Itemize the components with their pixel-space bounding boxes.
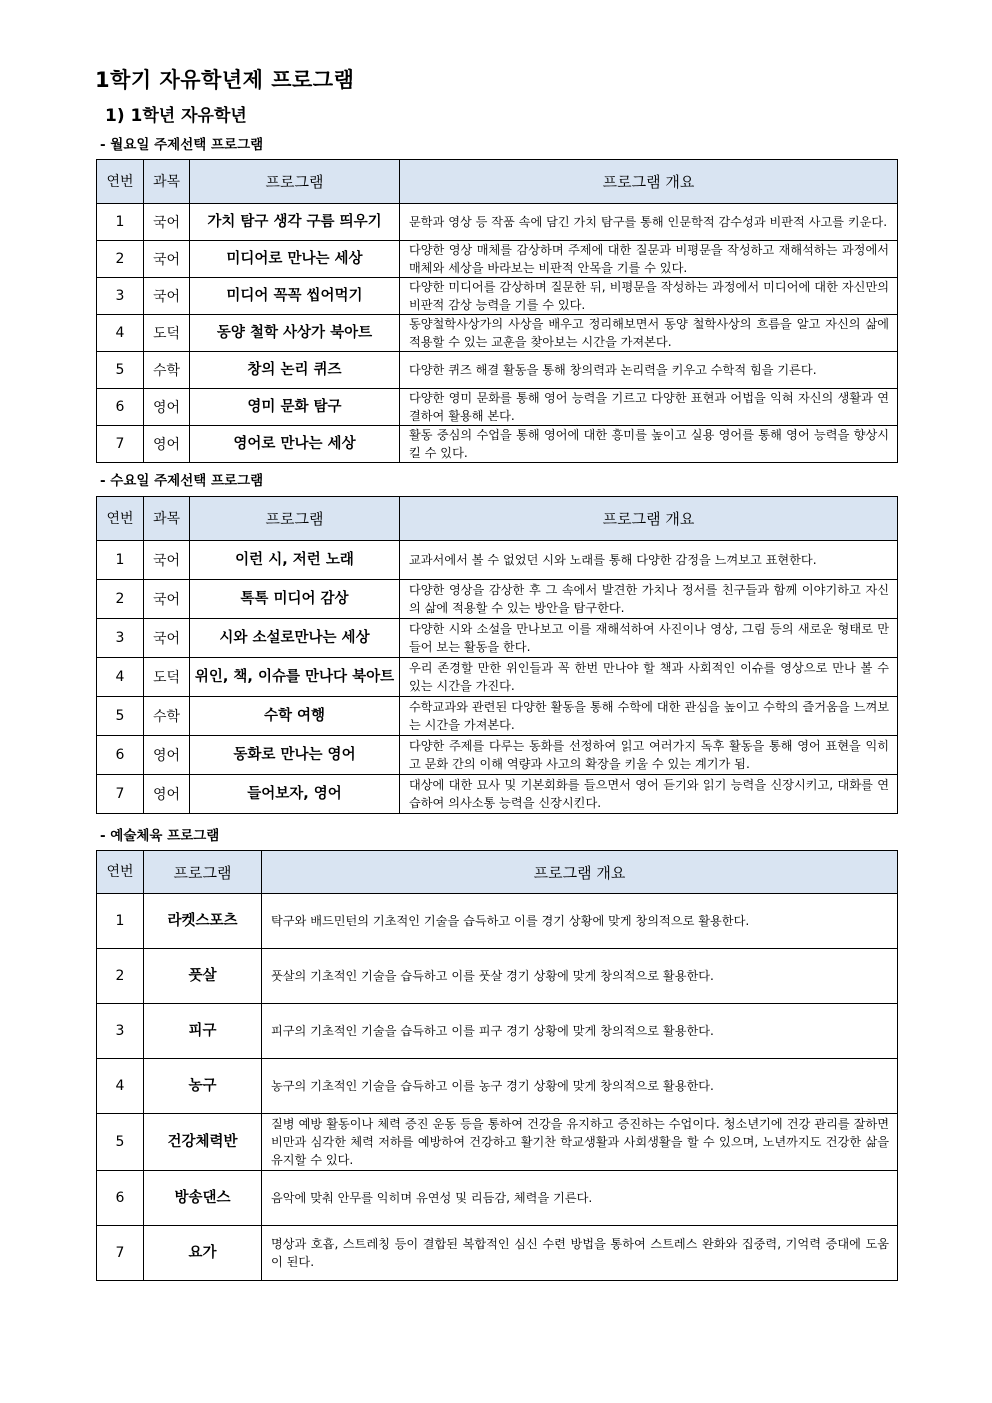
row-program: 영미 문화 탐구 (190, 389, 400, 426)
row-description: 다양한 시와 소설을 만나보고 이를 재해석하여 사진이나 영상, 그림 등의 새로운 형태로 만들어 보는 활동을 한다. (400, 619, 898, 658)
header-subject: 과목 (144, 497, 190, 541)
table-row (97, 775, 898, 814)
row-program: 위인, 책, 이슈를 만나다 북아트 (190, 658, 400, 697)
row-subject: 국어 (144, 619, 190, 658)
row-number: 6 (97, 1171, 144, 1226)
header-overview: 프로그램 개요 (400, 497, 898, 541)
section-heading-wednesday: - 수요일 주제선택 프로그램 (100, 473, 264, 489)
row-number: 3 (97, 278, 144, 315)
row-program: 피구 (144, 1004, 262, 1059)
row-program: 건강체력반 (144, 1114, 262, 1171)
section-heading-monday: - 월요일 주제선택 프로그램 (100, 137, 264, 153)
row-description: 활동 중심의 수업을 통해 영어에 대한 흥미를 높이고 실용 영어를 통해 영어 능력을 향상시킬 수 있다. (400, 426, 898, 463)
row-description: 풋살의 기초적인 기술을 습득하고 이를 풋살 경기 상황에 맞게 창의적으로 활용한다. (262, 949, 898, 1004)
row-description: 교과서에서 볼 수 없었던 시와 노래를 통해 다양한 감정을 느껴보고 표현한다. (400, 541, 898, 580)
table-row (97, 1059, 898, 1114)
header-overview: 프로그램 개요 (400, 160, 898, 204)
table-row (97, 278, 898, 315)
row-program: 미디어로 만나는 세상 (190, 241, 400, 278)
row-description: 우리 존경할 만한 위인들과 꼭 한번 만나야 할 책과 사회적인 이슈를 영상으로 만나 볼 수 있는 시간을 가진다. (400, 658, 898, 697)
row-program: 가치 탐구 생각 구름 띄우기 (190, 204, 400, 241)
row-subject: 수학 (144, 697, 190, 736)
row-description: 탁구와 배드민턴의 기초적인 기술을 습득하고 이를 경기 상황에 맞게 창의적으로 활용한다. (262, 894, 898, 949)
row-number: 3 (97, 1004, 144, 1059)
row-number: 4 (97, 658, 144, 697)
row-program: 동화로 만나는 영어 (190, 736, 400, 775)
row-program: 톡톡 미디어 감상 (190, 580, 400, 619)
header-overview: 프로그램 개요 (262, 851, 898, 894)
row-description: 다양한 영상을 감상한 후 그 속에서 발견한 가치나 정서를 친구들과 함께 이야기하고 자신의 삶에 적용할 수 있는 방안을 탐구한다. (400, 580, 898, 619)
row-number: 2 (97, 241, 144, 278)
row-number: 6 (97, 736, 144, 775)
row-description: 다양한 미디어를 감상하며 질문한 뒤, 비평문을 작성하는 과정에서 미디어에 대한 자신만의 비판적 감상 능력을 기를 수 있다. (400, 278, 898, 315)
row-description: 명상과 호흡, 스트레칭 등이 결합된 복합적인 심신 수련 방법을 통하여 스트레스 완화와 집중력, 기억력 증대에 도움이 된다. (262, 1226, 898, 1281)
table-row (97, 736, 898, 775)
table-header-row (97, 497, 898, 541)
row-program: 방송댄스 (144, 1171, 262, 1226)
table-row (97, 389, 898, 426)
row-program: 이런 시, 저런 노래 (190, 541, 400, 580)
row-number: 5 (97, 1114, 144, 1171)
row-number: 2 (97, 949, 144, 1004)
row-description: 대상에 대한 묘사 및 기본회화를 들으면서 영어 듣기와 읽기 능력을 신장시키고, 대화를 연습하여 의사소통 능력을 신장시킨다. (400, 775, 898, 814)
row-description: 다양한 영상 매체를 감상하며 주제에 대한 질문과 비평문을 작성하고 재해석하는 과정에서 매체와 세상을 바라보는 비판적 안목을 기를 수 있다. (400, 241, 898, 278)
table-row (97, 619, 898, 658)
row-program: 영어로 만나는 세상 (190, 426, 400, 463)
row-description: 수학교과와 관련된 다양한 활동을 통해 수학에 대한 관심을 높이고 수학의 즐거움을 느껴보는 시간을 가져본다. (400, 697, 898, 736)
table-header-row (97, 160, 898, 204)
row-program: 미디어 꼭꼭 씹어먹기 (190, 278, 400, 315)
table-row (97, 697, 898, 736)
wednesday-program-table (96, 496, 898, 814)
row-number: 1 (97, 204, 144, 241)
row-description: 농구의 기초적인 기술을 습득하고 이를 농구 경기 상황에 맞게 창의적으로 활용한다. (262, 1059, 898, 1114)
table-row (97, 204, 898, 241)
header-program: 프로그램 (144, 851, 262, 894)
row-number: 7 (97, 775, 144, 814)
row-description: 질병 예방 활동이나 체력 증진 운동 등을 통하여 건강을 유지하고 증진하는 수업이다. 청소년기에 건강 관리를 잘하면 비만과 심각한 체력 저하를 예방하여 건강하고 활기찬 학교생활과 사회생활을 할 수 있으며, 노년까지도 건강한 삶을 유지할 수 있다. (262, 1114, 898, 1171)
row-number: 4 (97, 1059, 144, 1114)
row-program: 동양 철학 사상가 북아트 (190, 315, 400, 352)
row-number: 5 (97, 352, 144, 389)
section-heading-arts: - 예술체육 프로그램 (100, 828, 220, 844)
page-title: 1학기 자유학년제 프로그램 (95, 68, 355, 92)
row-number: 5 (97, 697, 144, 736)
row-subject: 국어 (144, 541, 190, 580)
row-number: 4 (97, 315, 144, 352)
row-program: 라켓스포츠 (144, 894, 262, 949)
row-number: 7 (97, 426, 144, 463)
row-subject: 영어 (144, 736, 190, 775)
row-subject: 국어 (144, 278, 190, 315)
header-no: 연번 (97, 160, 144, 204)
row-description: 동양철학사상가의 사상을 배우고 정리해보면서 동양 철학사상의 흐름을 알고 자신의 삶에 적용할 수 있는 교훈을 찾아보는 시간을 가져본다. (400, 315, 898, 352)
table-row (97, 658, 898, 697)
row-description: 다양한 영미 문화를 통해 영어 능력을 기르고 다양한 표현과 어법을 익혀 자신의 생활과 연결하여 활용해 본다. (400, 389, 898, 426)
row-subject: 도덕 (144, 658, 190, 697)
row-description: 음악에 맞춰 안무를 익히며 유연성 및 리듬감, 체력을 기른다. (262, 1171, 898, 1226)
row-description: 다양한 주제를 다루는 동화를 선정하여 읽고 여러가지 독후 활동을 통해 영어 표현을 익히고 문화 간의 이해 역량과 사고의 확장을 키울 수 있는 계기가 됨. (400, 736, 898, 775)
table-row (97, 894, 898, 949)
row-number: 2 (97, 580, 144, 619)
table-row (97, 1114, 898, 1171)
row-number: 1 (97, 894, 144, 949)
header-program: 프로그램 (190, 497, 400, 541)
table-header-row (97, 851, 898, 894)
row-number: 3 (97, 619, 144, 658)
table-row (97, 949, 898, 1004)
row-subject: 국어 (144, 580, 190, 619)
row-subject: 수학 (144, 352, 190, 389)
header-subject: 과목 (144, 160, 190, 204)
table-row (97, 1171, 898, 1226)
header-no: 연번 (97, 851, 144, 894)
row-description: 피구의 기초적인 기술을 습득하고 이를 피구 경기 상황에 맞게 창의적으로 활용한다. (262, 1004, 898, 1059)
row-program: 시와 소설로만나는 세상 (190, 619, 400, 658)
row-program: 풋살 (144, 949, 262, 1004)
page-subtitle: 1) 1학년 자유학년 (105, 106, 247, 126)
row-description: 다양한 퀴즈 해결 활동을 통해 창의력과 논리력을 키우고 수학적 힘을 기른다. (400, 352, 898, 389)
table-row (97, 352, 898, 389)
row-number: 1 (97, 541, 144, 580)
row-subject: 영어 (144, 389, 190, 426)
row-program: 농구 (144, 1059, 262, 1114)
table-row (97, 241, 898, 278)
table-row (97, 580, 898, 619)
monday-program-table (96, 159, 898, 463)
row-description: 문학과 영상 등 작품 속에 담긴 가치 탐구를 통해 인문학적 감수성과 비판적 사고를 키운다. (400, 204, 898, 241)
row-program: 들어보자, 영어 (190, 775, 400, 814)
row-program: 창의 논리 퀴즈 (190, 352, 400, 389)
row-subject: 국어 (144, 204, 190, 241)
row-program: 요가 (144, 1226, 262, 1281)
header-program: 프로그램 (190, 160, 400, 204)
table-row (97, 1226, 898, 1281)
table-row (97, 315, 898, 352)
row-subject: 영어 (144, 775, 190, 814)
table-row (97, 1004, 898, 1059)
table-row (97, 541, 898, 580)
row-subject: 영어 (144, 426, 190, 463)
header-no: 연번 (97, 497, 144, 541)
arts-program-table (96, 850, 898, 1281)
row-subject: 국어 (144, 241, 190, 278)
row-subject: 도덕 (144, 315, 190, 352)
table-row (97, 426, 898, 463)
row-program: 수학 여행 (190, 697, 400, 736)
row-number: 7 (97, 1226, 144, 1281)
row-number: 6 (97, 389, 144, 426)
